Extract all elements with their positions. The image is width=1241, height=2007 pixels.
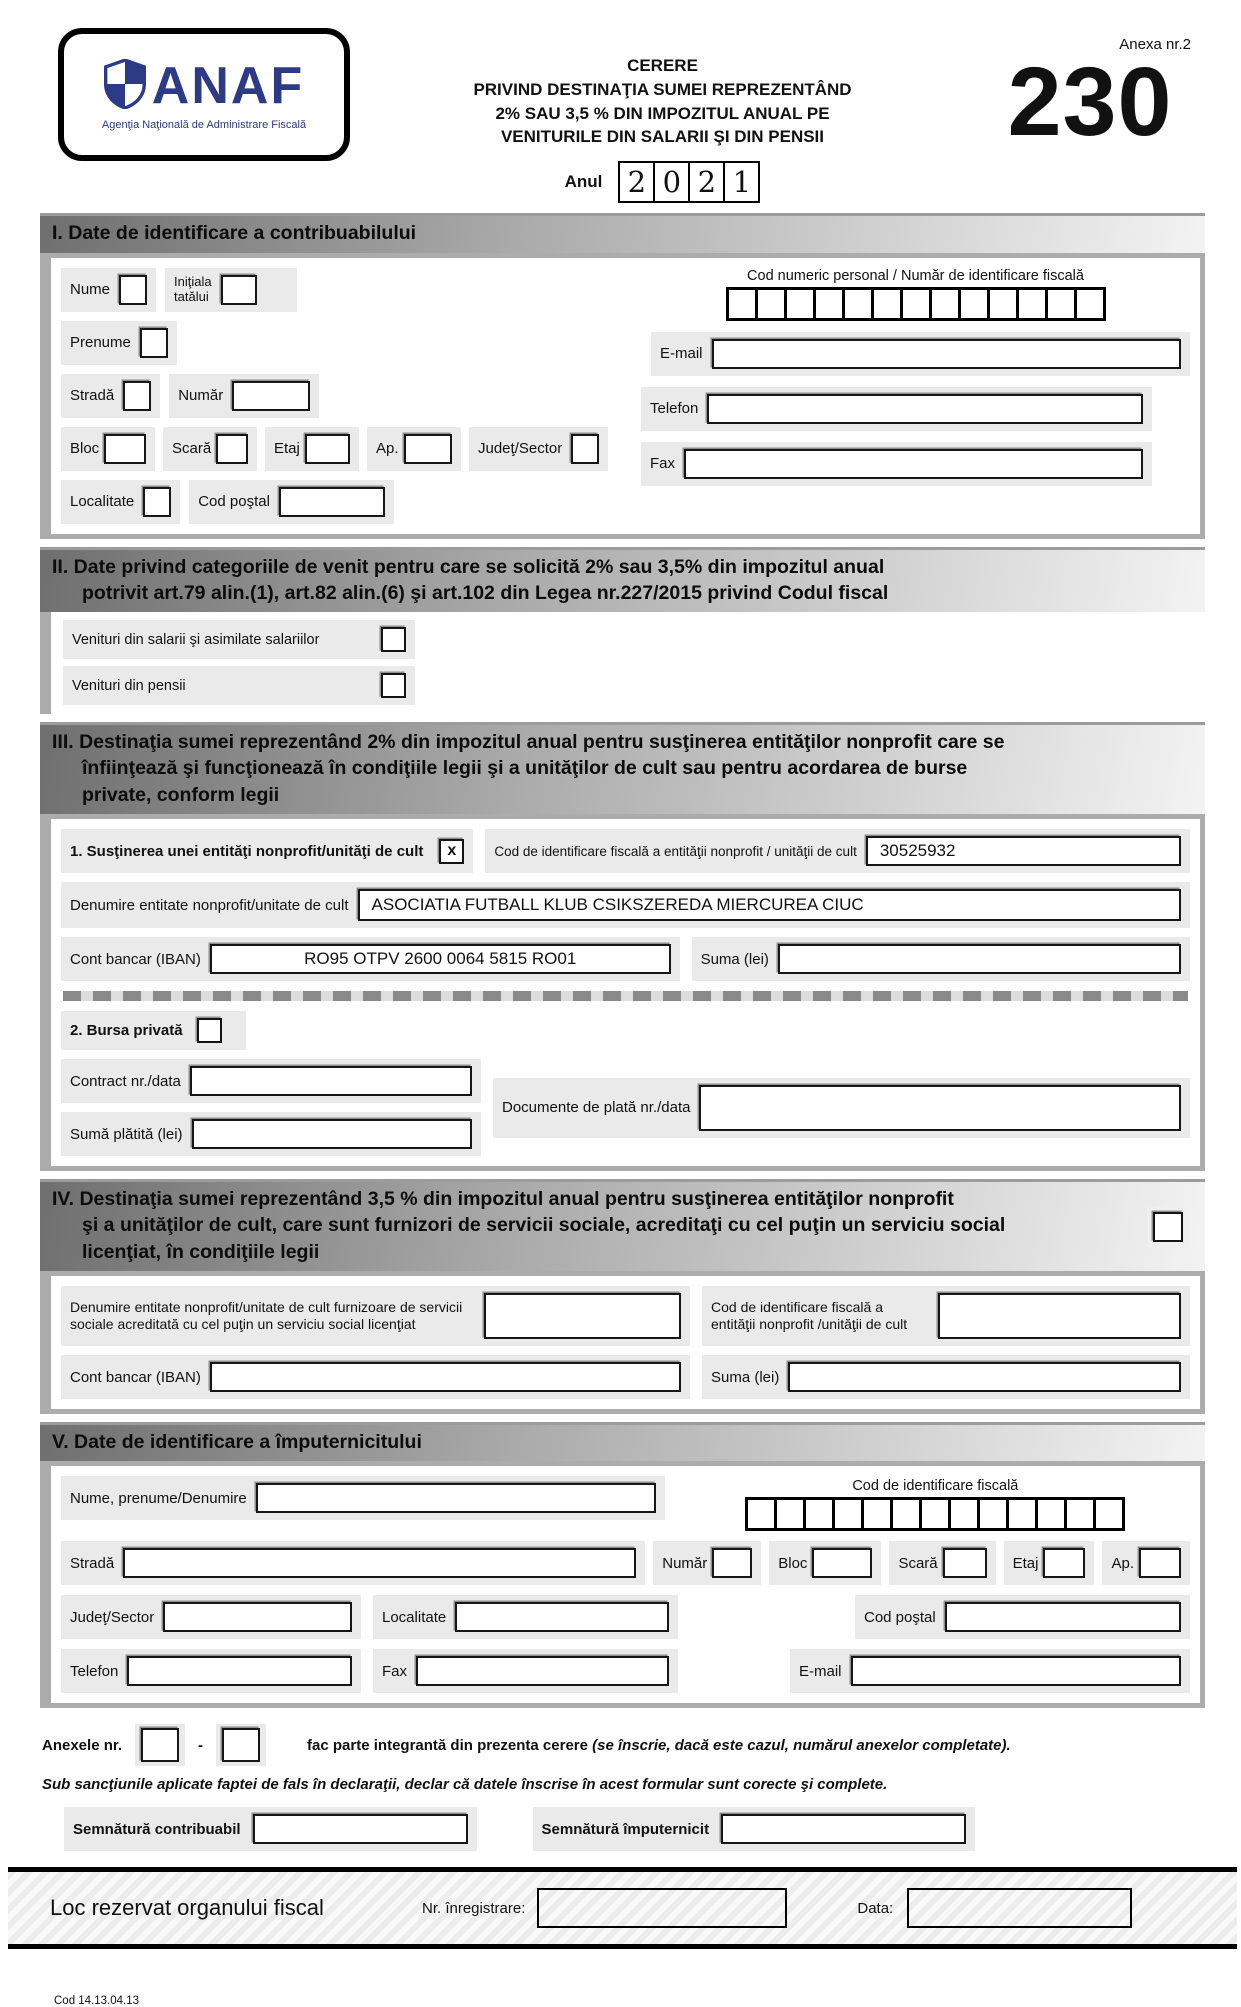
denumire-furnizor-cell (61, 1286, 690, 1346)
bursa-privata-label: 2. Bursa privată (70, 1022, 183, 1040)
anexe-dash: - (198, 1736, 204, 1754)
venituri-pensii-checkbox[interactable] (381, 673, 406, 698)
strada-input[interactable] (123, 381, 151, 411)
telefon-label: Telefon (650, 400, 699, 417)
etaj-input[interactable] (305, 434, 350, 464)
venituri-salarii-row (63, 620, 415, 659)
nr-inregistrare-label: Nr. înregistrare: (422, 1899, 526, 1917)
imputernicit-scara-cell (889, 1541, 995, 1585)
section4-box (40, 1271, 1205, 1414)
signature-row (64, 1807, 1205, 1851)
section4-checkbox[interactable] (1153, 1212, 1183, 1242)
cif-box[interactable] (1035, 1497, 1067, 1531)
imputernicit-etaj-label: Etaj (1012, 1554, 1039, 1572)
section1-title: I. Date de identificare a contribuabilului (52, 222, 417, 245)
section3-title-line3: private, conform legii (82, 783, 280, 806)
cnp-box[interactable] (929, 287, 961, 321)
suma-furnizor-cell (702, 1355, 1190, 1399)
imputernicit-numar-label: Număr (662, 1554, 708, 1572)
iban-cell (61, 937, 680, 981)
section5-header (40, 1422, 1205, 1461)
data-input[interactable] (907, 1888, 1132, 1928)
email-input[interactable] (712, 339, 1181, 369)
imputernicit-cif-label: Cod de identificare fiscală (852, 1478, 1019, 1495)
imputernicit-email-input[interactable] (851, 1656, 1181, 1686)
suma-furnizor-input[interactable] (788, 1362, 1181, 1392)
cif-entitate-input[interactable]: 30525932 (866, 836, 1181, 866)
anexe-text: fac parte integrantă din prezenta cerere (se înscrie, dacă este cazul, numărul anexelor completate). (307, 1736, 1011, 1754)
cif-box[interactable] (745, 1497, 777, 1531)
imputernicit-telefon-input[interactable] (127, 1656, 352, 1686)
imputernicit-strada-label: Stradă (70, 1554, 115, 1572)
semnatura-contribuabil-cell (64, 1807, 477, 1851)
section1-header (40, 213, 1205, 252)
prenume-cell (61, 321, 177, 365)
cif-box[interactable] (774, 1497, 806, 1531)
section4-checkbox-pad (1147, 1207, 1189, 1247)
semnatura-imputernicit-cell (533, 1807, 976, 1851)
prenume-label: Prenume (70, 334, 131, 351)
suma-platita-cell (61, 1112, 481, 1156)
suma-cell (692, 937, 1190, 981)
loc-rezervat-label: Loc rezervat organului fiscal (50, 1895, 324, 1921)
localitate-cell (61, 480, 180, 524)
anexa-label: Anexa nr.2 (1119, 36, 1191, 53)
contract-label: Contract nr./data (70, 1072, 181, 1090)
imputernicit-bloc-cell (769, 1541, 881, 1585)
contract-cell (61, 1059, 481, 1103)
cif-box[interactable] (832, 1497, 864, 1531)
imputernicit-telefon-cell (61, 1649, 361, 1693)
cif-box[interactable] (977, 1497, 1009, 1531)
cif-box[interactable] (803, 1497, 835, 1531)
etaj-label: Etaj (274, 440, 300, 457)
denumire-furnizor-label: Denumire entitate nonprofit/unitate de cult furnizoare de servicii sociale acreditată cu cel puţin un serviciu social licenţiat (70, 1298, 463, 1332)
imputernicit-cod-postal-input[interactable] (945, 1602, 1181, 1632)
section4-title-line2: şi a unităţilor de cult, care sunt furnizori de servicii sociale, acreditaţi cu cel puţin un serviciu social (82, 1214, 1006, 1237)
contract-input[interactable] (190, 1066, 472, 1096)
imputernicit-ap-cell (1102, 1541, 1190, 1585)
cnp-box[interactable] (1045, 287, 1077, 321)
cod-postal-cell (189, 480, 394, 524)
imputernicit-email-cell (790, 1649, 1190, 1693)
section2-header (40, 547, 1205, 613)
anexe-box-pad (135, 1724, 185, 1766)
iban-furnizor-input[interactable] (210, 1362, 681, 1392)
entitate-nonprofit-cell (61, 829, 473, 873)
anexe-row (42, 1724, 1205, 1766)
divider-bottom (8, 1944, 1237, 1949)
judet-label: Judeţ/Sector (478, 440, 563, 457)
semnatura-contribuabil-input[interactable] (253, 1814, 468, 1844)
cnp-boxes[interactable] (641, 287, 1190, 321)
cif-box[interactable] (919, 1497, 951, 1531)
email-label: E-mail (660, 345, 703, 362)
cnp-box[interactable] (958, 287, 990, 321)
imputernicit-nume-cell (61, 1476, 665, 1520)
entitate-nonprofit-label: 1. Susţinerea unei entităţi nonprofit/unităţi de cult (70, 842, 424, 860)
imputernicit-cif-boxes[interactable] (681, 1497, 1190, 1531)
anaf-logo-subtitle: Agenţia Naţională de Administrare Fiscală (101, 118, 307, 131)
prenume-input[interactable] (140, 328, 168, 358)
semnatura-contribuabil-label: Semnătură contribuabil (73, 1820, 241, 1838)
anexe-to-input[interactable] (222, 1728, 260, 1762)
nume-cell (61, 268, 156, 312)
section3-title-line2: înfiinţează şi funcţionează în condiţiile legii şi a unităţilor de cult sau pentru acordarea de burse (82, 757, 968, 780)
strada-label: Stradă (70, 387, 115, 404)
cnp-box[interactable] (900, 287, 932, 321)
imputernicit-strada-cell (61, 1541, 645, 1585)
imputernicit-bloc-label: Bloc (778, 1554, 808, 1572)
cod-postal-input[interactable] (279, 487, 385, 517)
anaf-logo (58, 28, 350, 161)
anaf-shield-icon (104, 59, 146, 114)
ap-cell (367, 427, 461, 471)
title-line-3: 2% SAU 3,5 % DIN IMPOZITUL ANUAL PE (495, 103, 830, 123)
section2-title-line2: potrivit art.79 alin.(1), art.82 alin.(6) şi art.102 din Legea nr.227/2015 privind Codul fiscal (82, 581, 889, 604)
iban-furnizor-label: Cont bancar (IBAN) (70, 1368, 201, 1386)
bursa-privata-checkbox[interactable] (197, 1018, 222, 1043)
numar-input[interactable] (232, 381, 310, 411)
bloc-input[interactable] (104, 434, 146, 464)
localitate-input[interactable] (143, 487, 171, 517)
fax-input[interactable] (684, 449, 1143, 479)
section3-title-line1: III. Destinaţia sumei reprezentând 2% din impozitul anual pentru susţinerea entităţilor nonprofit care se (52, 731, 1005, 754)
numar-label: Număr (178, 387, 224, 404)
cnp-box[interactable] (842, 287, 874, 321)
documente-plata-label: Documente de plată nr./data (502, 1099, 691, 1117)
strada-cell (61, 374, 160, 418)
dashed-divider (63, 991, 1188, 1001)
suma-input[interactable] (778, 944, 1181, 974)
etaj-cell (265, 427, 359, 471)
form-number: 230 (1007, 47, 1173, 156)
year-digit-box[interactable]: 2 (688, 161, 725, 203)
anexe-from-input[interactable] (141, 1728, 179, 1762)
scara-input[interactable] (216, 434, 248, 464)
cif-box[interactable] (1093, 1497, 1125, 1531)
iban-input[interactable]: RO95 OTPV 2600 0064 5815 RO01 (210, 944, 671, 974)
section4-title-line3: licenţiat, în condiţiile legii (82, 1240, 320, 1263)
form-code: Cod 14.13.04.13 (54, 1995, 140, 2007)
nume-input[interactable] (119, 275, 147, 305)
cif-box[interactable] (861, 1497, 893, 1531)
ap-label: Ap. (376, 440, 399, 457)
imputernicit-numar-cell (653, 1541, 761, 1585)
imputernicit-scara-input[interactable] (943, 1548, 987, 1578)
form-title (350, 28, 975, 203)
cif-furnizor-label: Cod de identificare fiscală a entităţii nonprofit /unităţii de cult (711, 1298, 908, 1332)
bursa-privata-cell (61, 1011, 246, 1050)
imputernicit-ap-label: Ap. (1111, 1554, 1134, 1572)
cif-box[interactable] (1064, 1497, 1096, 1531)
imputernicit-etaj-input[interactable] (1043, 1548, 1085, 1578)
numar-cell (169, 374, 319, 418)
cif-furnizor-cell (702, 1286, 1190, 1346)
year-digit-box[interactable]: 1 (723, 161, 760, 203)
imputernicit-ap-input[interactable] (1139, 1548, 1181, 1578)
anaf-logo-text: ANAF (151, 56, 305, 115)
imputernicit-fax-label: Fax (382, 1662, 408, 1680)
judet-input[interactable] (571, 434, 599, 464)
fax-label: Fax (650, 455, 676, 472)
section1-box (40, 253, 1205, 539)
imputernicit-email-label: E-mail (799, 1662, 842, 1680)
scara-cell (163, 427, 257, 471)
judet-cell (469, 427, 608, 471)
documente-plata-cell (493, 1078, 1190, 1138)
cnp-box[interactable] (871, 287, 903, 321)
cif-box[interactable] (1006, 1497, 1038, 1531)
title-line-1: CERERE (627, 56, 698, 75)
data-label: Data: (857, 1899, 894, 1917)
ap-input[interactable] (404, 434, 452, 464)
nr-inregistrare-input[interactable] (537, 1888, 787, 1928)
section5-box (40, 1461, 1205, 1708)
section5-title: V. Date de identificare a împuternicitului (52, 1431, 422, 1453)
venituri-salarii-checkbox[interactable] (381, 627, 406, 652)
anexe-label: Anexele nr. (42, 1736, 123, 1754)
cif-furnizor-input[interactable] (938, 1293, 1181, 1339)
year-row (350, 161, 975, 203)
section3-header (40, 722, 1205, 814)
scara-label: Scară (172, 440, 212, 457)
telefon-cell (641, 387, 1152, 431)
imputernicit-localitate-label: Localitate (382, 1608, 447, 1626)
suma-platita-input[interactable] (192, 1119, 472, 1149)
title-line-4: VENITURILE DIN SALARII ŞI DIN PENSII (500, 127, 825, 147)
section2-box (40, 612, 1205, 714)
imputernicit-cod-postal-cell (855, 1595, 1190, 1639)
cnp-box[interactable] (1016, 287, 1048, 321)
section3-box (40, 814, 1205, 1171)
cif-entitate-cell (485, 829, 1190, 873)
section4-header (40, 1179, 1205, 1271)
cnp-box[interactable] (987, 287, 1019, 321)
cnp-block (641, 268, 1190, 321)
cnp-box[interactable] (755, 287, 787, 321)
venituri-pensii-label: Venituri din pensii (72, 677, 186, 694)
semnatura-imputernicit-label: Semnătură împuternicit (541, 1820, 710, 1838)
suma-furnizor-label: Suma (lei) (711, 1368, 780, 1386)
form-header (40, 28, 1205, 203)
imputernicit-nume-label: Nume, prenume/Denumire (70, 1489, 247, 1507)
imputernicit-cod-postal-label: Cod poştal (864, 1608, 936, 1626)
suma-platita-label: Sumă plătită (lei) (70, 1125, 183, 1143)
semnatura-imputernicit-input[interactable] (721, 1814, 966, 1844)
cif-entitate-label: Cod de identificare fiscală a entităţii nonprofit / unităţii de cult (494, 843, 857, 859)
declaration-text: Sub sancţiunile aplicate faptei de fals în declaraţii, declar că datele înscrise în acest formular sunt corecte şi complete. (42, 1776, 888, 1794)
imputernicit-fax-input[interactable] (416, 1656, 669, 1686)
cif-box[interactable] (948, 1497, 980, 1531)
bloc-label: Bloc (70, 440, 100, 457)
initiala-label: Iniţiala tatălui (174, 273, 212, 304)
loc-rezervat-band (8, 1872, 1237, 1944)
email-cell (651, 332, 1190, 376)
documente-plata-input[interactable] (699, 1085, 1181, 1131)
nume-label: Nume (70, 281, 111, 298)
cnp-box[interactable] (784, 287, 816, 321)
localitate-label: Localitate (70, 493, 135, 510)
venituri-pensii-row (63, 666, 415, 705)
cif-box[interactable] (890, 1497, 922, 1531)
initiala-cell (165, 268, 297, 312)
imputernicit-localitate-cell (373, 1595, 678, 1639)
section4-title-line1: IV. Destinaţia sumei reprezentând 3,5 % din impozitul anual pentru susţinerea entităţilor nonprofit (52, 1188, 954, 1211)
imputernicit-judet-input[interactable] (163, 1602, 352, 1632)
imputernicit-cif-block (681, 1476, 1190, 1531)
denumire-entitate-label: Denumire entitate nonprofit/unitate de cult (70, 896, 349, 914)
cnp-box[interactable] (1074, 287, 1106, 321)
imputernicit-scara-label: Scară (898, 1554, 938, 1572)
venituri-salarii-label: Venituri din salarii şi asimilate salariilor (72, 631, 320, 648)
telefon-input[interactable] (707, 394, 1143, 424)
imputernicit-nume-input[interactable] (256, 1483, 656, 1513)
fax-cell (641, 442, 1152, 486)
cnp-box[interactable] (726, 287, 758, 321)
header-right (975, 28, 1205, 203)
imputernicit-telefon-label: Telefon (70, 1662, 119, 1680)
imputernicit-numar-input[interactable] (712, 1548, 752, 1578)
bloc-cell (61, 427, 155, 471)
section2-title-line1: II. Date privind categoriile de venit pentru care se solicită 2% sau 3,5% din impozitul anual (52, 555, 885, 578)
denumire-entitate-input[interactable]: ASOCIATIA FUTBALL KLUB CSIKSZEREDA MIERCUREA CIUC (358, 889, 1181, 921)
suma-label: Suma (lei) (700, 950, 769, 968)
imputernicit-judet-label: Judeţ/Sector (70, 1608, 155, 1626)
imputernicit-bloc-input[interactable] (812, 1548, 872, 1578)
denumire-furnizor-input[interactable] (484, 1293, 681, 1339)
year-label: Anul (564, 172, 603, 192)
denumire-entitate-cell (61, 882, 1190, 928)
imputernicit-etaj-cell (1004, 1541, 1095, 1585)
cnp-label: Cod numeric personal / Număr de identificare fiscală (747, 267, 1084, 284)
cod-postal-label: Cod poştal (198, 493, 270, 510)
iban-label: Cont bancar (IBAN) (70, 950, 201, 968)
imputernicit-localitate-input[interactable] (455, 1602, 669, 1632)
initiala-input[interactable] (221, 275, 257, 305)
year-digit-box[interactable]: 2 (618, 161, 655, 203)
cnp-box[interactable] (813, 287, 845, 321)
imputernicit-strada-input[interactable] (123, 1548, 636, 1578)
anexe-box-pad (216, 1724, 266, 1766)
imputernicit-fax-cell (373, 1649, 678, 1693)
entitate-nonprofit-checkbox[interactable]: x (439, 839, 464, 864)
year-digit-box[interactable]: 0 (653, 161, 690, 203)
title-line-2: PRIVIND DESTINAŢIA SUMEI REPREZENTÂND (473, 79, 852, 99)
iban-furnizor-cell (61, 1355, 690, 1399)
imputernicit-judet-cell (61, 1595, 361, 1639)
year-digit-boxes[interactable] (618, 161, 760, 203)
